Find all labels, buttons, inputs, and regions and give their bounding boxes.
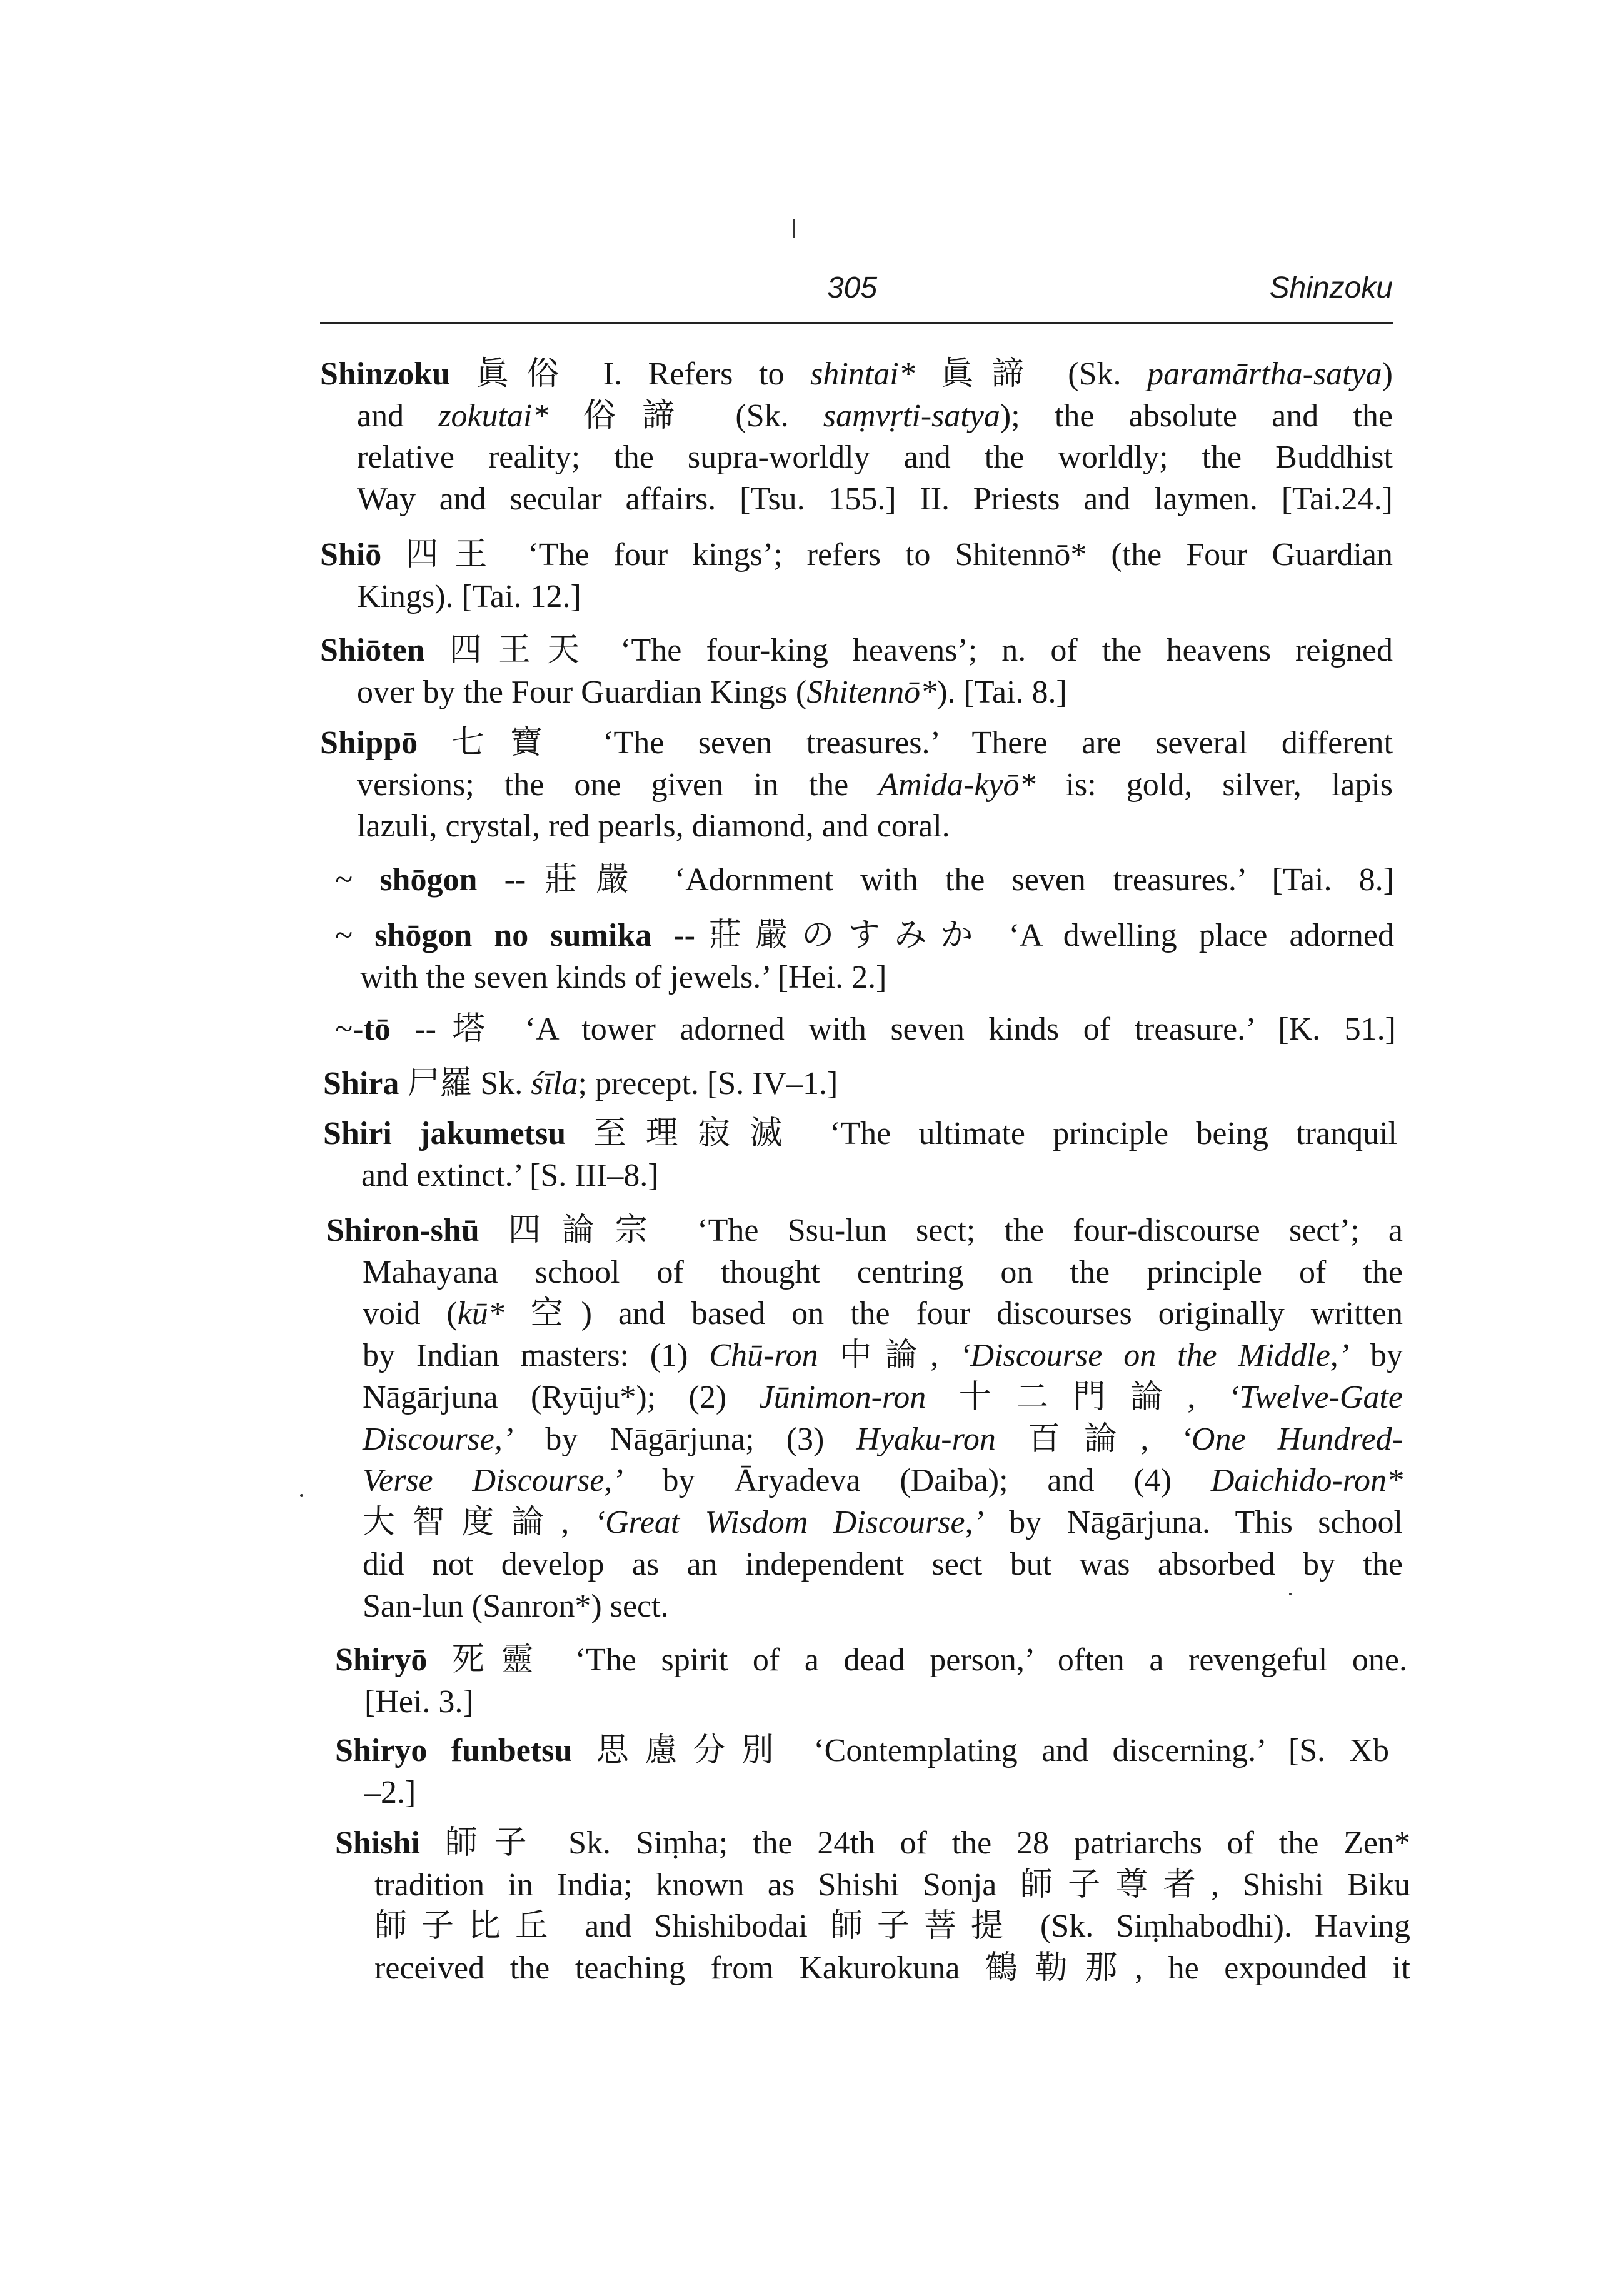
headword: tō [363, 1011, 391, 1047]
entry-text: San-lun (Sanron*) sect. [363, 1588, 669, 1624]
entry-continuation-line [357, 672, 1393, 713]
entry-continuation-line [357, 479, 1393, 520]
entry-text: by [1349, 1338, 1403, 1373]
headword: Shiō [320, 537, 382, 573]
italic-term: ‘Discourse on the Middle,’ [960, 1338, 1350, 1373]
headword: Shiri jakumetsu [323, 1116, 566, 1151]
entry-continuation-line [357, 806, 1393, 847]
italic-term: ‘Twelve-Gate [1228, 1380, 1403, 1415]
entry-text: 師子 Sk. Siṃha; the 24th of the 28 patriarchs of the Zen* [419, 1825, 1410, 1861]
entry-text: did not develop as an independent sect but was absorbed by the [363, 1547, 1403, 1582]
entry-first-line [335, 1640, 1407, 1681]
entry-text: 十二門論, [926, 1380, 1228, 1415]
italic-term: saṃvṛti-satya [823, 398, 1000, 434]
italic-term: Daichido-ron* [1210, 1463, 1403, 1498]
entry-continuation-line [363, 1335, 1403, 1376]
entry-text: by Āryadeva (Daiba); and (4) [623, 1463, 1211, 1498]
entry-text: 百論, [995, 1421, 1181, 1457]
entry-text: is: gold, silver, lapis [1035, 767, 1393, 803]
entry-text: by Nāgārjuna; (3) [513, 1421, 856, 1457]
headword: Shiron-shū [326, 1213, 479, 1248]
entry-continuation-line [361, 1155, 1397, 1196]
entry-continuation-line [363, 1419, 1403, 1460]
entry-text: 眞俗 I. Refers to [450, 356, 811, 392]
entry-text: 中論, [818, 1338, 960, 1373]
entry-continuation-line [357, 396, 1393, 437]
italic-term: Verse Discourse,’ [363, 1463, 623, 1498]
entry-continuation-line [364, 1682, 1407, 1723]
entry-first-line [335, 1009, 1396, 1050]
entry-text: --塔 ‘A tower adorned with seven kinds of treasure.’ [K. 51.] [390, 1011, 1396, 1047]
entry-text: 四王天 ‘The four-king heavens’; n. of the heavens reigned [424, 633, 1393, 668]
entry-text: 俗諦 (Sk. [548, 398, 823, 434]
header-rule [320, 322, 1393, 324]
entry-text: lazuli, crystal, red pearls, diamond, and coral. [357, 808, 950, 844]
entry-continuation-line [363, 1502, 1403, 1543]
entry-text: relative reality; the supra-worldly and the worldly; the Buddhist [357, 439, 1393, 475]
page-number: 305 [826, 271, 878, 304]
entry-continuation-line [363, 1586, 1403, 1627]
entry-text: [Hei. 3.] [364, 1684, 474, 1720]
entry-text: by Nāgārjuna. This school [983, 1505, 1403, 1540]
entry-first-line [335, 1823, 1410, 1864]
entry-text: --莊嚴 ‘Adornment with the seven treasures.’ [Tai. 8.] [477, 862, 1394, 898]
entry-text: received the teaching from Kakurokuna 鶴勒那, he expounded it [374, 1950, 1410, 1986]
entry-text: versions; the one given in the [357, 767, 879, 803]
entry-text: Kings). [Tai. 12.] [357, 579, 581, 614]
entry-first-line [320, 723, 1393, 764]
running-head: Shinzoku [1269, 271, 1393, 304]
entry-text: ); the absolute and the [1000, 398, 1393, 434]
italic-term: ‘One Hundred- [1180, 1421, 1403, 1457]
headword: Shippō [320, 725, 418, 761]
entry-first-line [323, 1063, 1396, 1105]
entry-first-line [335, 1730, 1389, 1772]
entry-text: 死靈 ‘The spirit of a dead person,’ often a revengeful one. [427, 1642, 1407, 1678]
entry-continuation-line [357, 437, 1393, 478]
entry-continuation-line [360, 957, 1394, 998]
entry-text: 思慮分別 ‘Contemplating and discerning.’ [S. Xb [572, 1733, 1389, 1768]
italic-term: Amida-kyō* [878, 767, 1036, 803]
entry-text: ~ [335, 918, 375, 953]
entry-text: and [357, 398, 439, 434]
entry-continuation-line [363, 1252, 1403, 1293]
entry-text: tradition in India; known as Shishi Sonja 師子尊者, Shishi Biku [374, 1867, 1410, 1903]
entry-text: 師子比丘 and Shishibodai 師子菩提 (Sk. Siṃhabodhi). Having [374, 1908, 1410, 1944]
entry-text: ) [1382, 356, 1393, 392]
entry-text: --莊嚴のすみか ‘A dwelling place adorned [651, 918, 1394, 953]
headword: shōgon no sumika [374, 918, 652, 953]
entry-continuation-line [364, 1772, 1389, 1813]
entry-first-line [320, 630, 1393, 671]
entry-first-line [335, 915, 1394, 956]
entry-continuation-line [363, 1377, 1403, 1418]
italic-term: Shitennō* [806, 674, 937, 710]
italic-term: Discourse,’ [363, 1421, 514, 1457]
entry-continuation-line [357, 576, 1393, 618]
italic-term: shintai* [810, 356, 915, 392]
scan-mark [1289, 1593, 1292, 1595]
entry-text: –2.] [364, 1775, 416, 1810]
entry-text: Mahayana school of thought centring on the principle of the [363, 1255, 1403, 1290]
entry-text: 尸羅 Sk. [399, 1066, 531, 1101]
entry-continuation-line [363, 1460, 1403, 1501]
entry-continuation-line [357, 764, 1393, 806]
entry-text: ~- [335, 1011, 364, 1047]
entry-text: 眞諦 (Sk. [915, 356, 1148, 392]
entry-continuation-line [374, 1948, 1410, 1989]
italic-term: ‘Great Wisdom Discourse,’ [594, 1505, 984, 1540]
entry-text: 七寶 ‘The seven treasures.’ There are several different [418, 725, 1393, 761]
entry-text: 空) and based on the four discourses originally written [504, 1296, 1403, 1331]
entry-first-line [335, 860, 1394, 901]
headword: Shishi [335, 1825, 420, 1861]
entry-text: 大智度論, [363, 1505, 595, 1540]
headword: Shiōten [320, 633, 425, 668]
headword: Shinzoku [320, 356, 451, 392]
entry-text: and extinct.’ [S. III–8.] [361, 1158, 659, 1193]
italic-term: Chū-ron [709, 1338, 818, 1373]
entry-first-line [320, 534, 1393, 576]
italic-term: zokutai* [438, 398, 549, 434]
entry-continuation-line [374, 1906, 1410, 1947]
entry-text: by Indian masters: (1) [363, 1338, 710, 1373]
entry-continuation-line [374, 1865, 1410, 1906]
entry-text: 四論宗 ‘The Ssu-lun sect; the four-discourse sect’; a [479, 1213, 1403, 1248]
italic-term: śīla [531, 1066, 578, 1101]
entry-continuation-line [363, 1544, 1403, 1585]
entry-text: void ( [363, 1296, 458, 1331]
headword: Shiryo funbetsu [335, 1733, 573, 1768]
entry-text: ~ [335, 862, 380, 898]
headword: shōgon [379, 862, 478, 898]
scan-mark [793, 219, 795, 238]
headword: Shiryō [335, 1642, 428, 1678]
italic-term: Jūnimon-ron [759, 1380, 926, 1415]
italic-term: paramārtha-satya [1147, 356, 1382, 392]
italic-term: kū* [457, 1296, 504, 1331]
entry-text: ; precept. [S. IV–1.] [578, 1066, 838, 1101]
entry-text: 至理寂滅 ‘The ultimate principle being tranquil [566, 1116, 1397, 1151]
headword: Shira [323, 1066, 399, 1101]
entry-first-line [326, 1210, 1403, 1251]
entry-text: with the seven kinds of jewels.’ [Hei. 2.] [360, 960, 887, 995]
entry-text: ). [Tai. 8.] [936, 674, 1067, 710]
entry-text: over by the Four Guardian Kings ( [357, 674, 807, 710]
entry-first-line [320, 354, 1393, 395]
entry-text: Nāgārjuna (Ryūju*); (2) [363, 1380, 760, 1415]
scan-mark [300, 1494, 303, 1497]
entry-text: Way and secular affairs. [Tsu. 155.] II. Priests and laymen. [Tai.24.] [357, 481, 1393, 517]
italic-term: Hyaku-ron [856, 1421, 996, 1457]
entry-text: 四王 ‘The four kings’; refers to Shitennō* (the Four Guardian [381, 537, 1393, 573]
entry-continuation-line [363, 1293, 1403, 1335]
entry-first-line [323, 1113, 1397, 1155]
